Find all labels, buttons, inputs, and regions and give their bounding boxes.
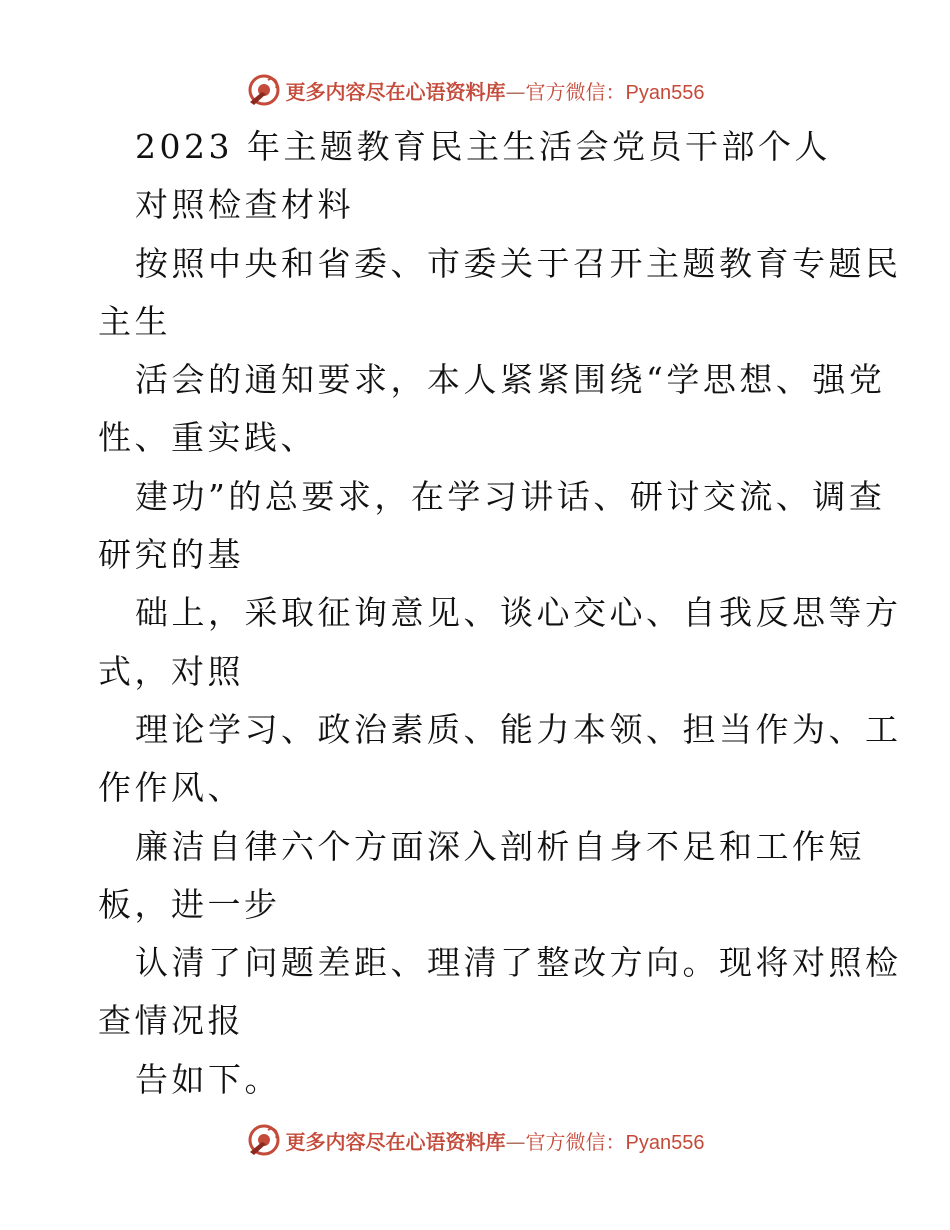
paragraph-line: 认清了问题差距、理清了整改方向。现将对照检	[135, 943, 902, 983]
header-watermark	[0, 70, 950, 110]
paragraph-line: 主生	[98, 301, 171, 341]
paragraph-line: 研究的基	[98, 535, 244, 575]
paragraph-line: 建功”的总要求，在学习讲话、研讨交流、调查	[135, 476, 886, 516]
paragraph-line: 活会的通知要求，本人紧紧围绕“学思想、强党	[135, 360, 886, 400]
watermark-separator: —	[505, 79, 526, 104]
paragraph-line: 板，进一步	[98, 884, 281, 924]
title-line-1: 2023 年主题教育民主生活会党员干部个人	[135, 127, 831, 166]
paragraph-line: 作作风、	[98, 768, 244, 808]
title-line-2: 对照检查材料	[135, 185, 354, 225]
paragraph-line: 告如下。	[135, 1059, 281, 1099]
paragraph-line: 廉洁自律六个方面深入剖析自身不足和工作短	[135, 826, 865, 866]
pen-logo-icon	[246, 72, 282, 108]
pen-logo-icon	[246, 1122, 282, 1158]
watermark-site-text: 更多内容尽在心语资料库	[285, 79, 506, 104]
watermark-label: 官方微信：	[525, 1129, 626, 1154]
watermark-site-text: 更多内容尽在心语资料库	[285, 1129, 506, 1154]
paragraph-line: 式，对照	[98, 651, 244, 691]
watermark-account: Pyan556	[625, 1131, 705, 1154]
paragraph-line: 查情况报	[98, 1001, 244, 1041]
paragraph-line: 性、重实践、	[98, 418, 317, 458]
paragraph-line: 础上，采取征询意见、谈心交心、自我反思等方	[135, 593, 902, 633]
watermark-label: 官方微信：	[525, 79, 626, 104]
paragraph-line: 按照中央和省委、市委关于召开主题教育专题民	[135, 243, 902, 283]
watermark-separator: —	[505, 1129, 526, 1154]
footer-watermark	[0, 1120, 950, 1160]
watermark-account: Pyan556	[625, 81, 705, 104]
document-body	[98, 118, 902, 1109]
paragraph-line: 理论学习、政治素质、能力本领、担当作为、工	[135, 709, 902, 749]
